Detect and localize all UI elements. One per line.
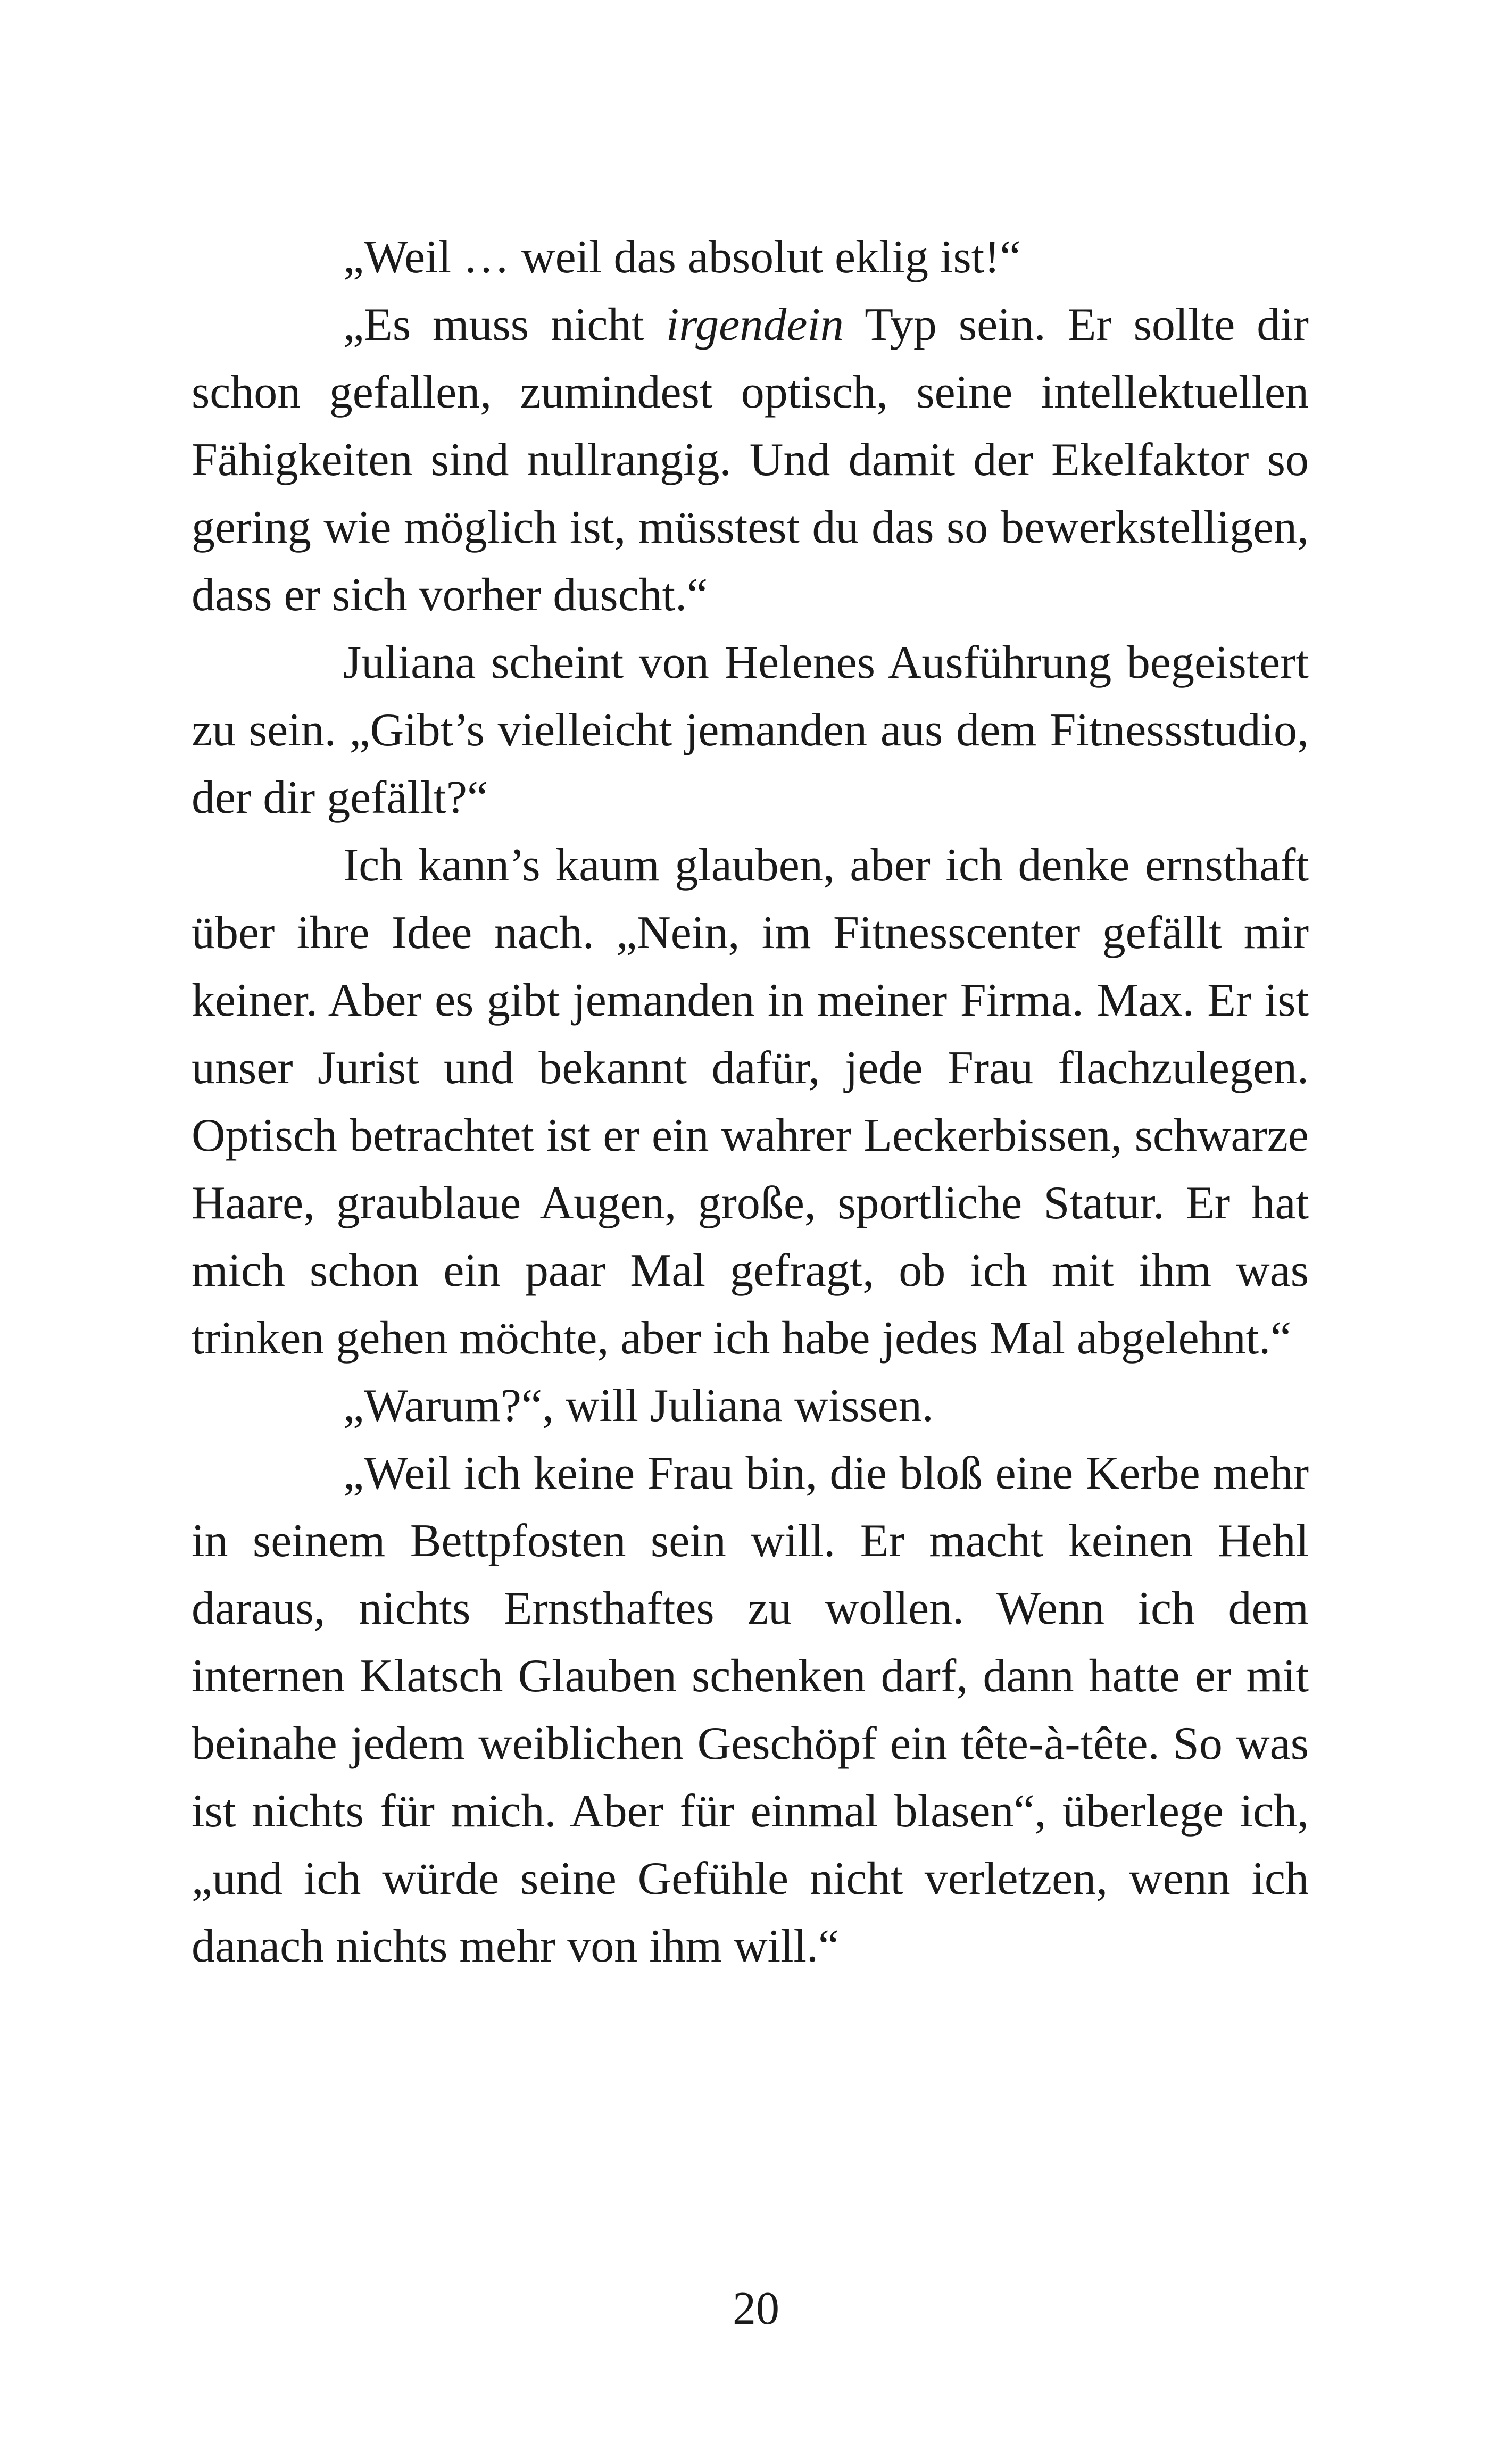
body-text — [192, 223, 1309, 1980]
paragraph-4: Ich kann’s kaum glauben, aber ich denke ernsthaft über ihre Idee nach. „Nein, im Fitnesscenter gefällt mir keiner. Aber es gibt jemanden in meiner Firma. Max. Er ist unser Jurist und bekannt dafür, jede Frau flachzulegen. Optisch betrachtet ist er ein wahrer Leckerbissen, schwarze Haare, graublaue Augen, große, sportliche Statur. Er hat mich schon ein paar Mal gefragt, ob ich mit ihm was trinken gehen möchte, aber ich habe jedes Mal abgelehnt.“ — [192, 840, 1309, 1364]
paragraph-1: „Weil … weil das absolut eklig ist!“ — [343, 231, 1021, 283]
page-number: 20 — [733, 2283, 779, 2334]
paragraph-2 — [192, 291, 1309, 629]
emphasis-irgendein: irgendein — [666, 299, 844, 351]
paragraph-2-start: „Es muss nicht — [343, 299, 666, 351]
paragraph-6: „Weil ich keine Frau bin, die bloß eine Kerbe mehr in seinem Bettpfosten sein will. Er macht keinen Hehl daraus, nichts Ernsthaftes zu wollen. Wenn ich dem internen Klatsch Glauben schenken darf, dann hatte er mit beinahe jedem weiblichen Geschöpf ein tête-à-tête. So was ist nichts für mich. Aber für einmal blasen“, überlege ich, „und ich würde seine Gefühle nicht verletzen, wenn ich danach nichts mehr von ihm will.“ — [192, 1448, 1309, 1972]
paragraph-2-end: Typ sein. Er sollte dir schon gefallen, zumindest optisch, seine intellektuellen Fähigkeiten sind nullrangig. Und damit der Ekelfaktor so gering wie möglich ist, müsstest du das so bewerkstelligen, dass er sich vorher duscht.“ — [192, 299, 1309, 621]
paragraph-5: „Warum?“, will Juliana wissen. — [343, 1380, 934, 1432]
paragraph-3: Juliana scheint von Helenes Ausführung begeistert zu sein. „Gibt’s vielleicht jemanden aus dem Fitnessstudio, der dir gefällt?“ — [192, 637, 1309, 824]
